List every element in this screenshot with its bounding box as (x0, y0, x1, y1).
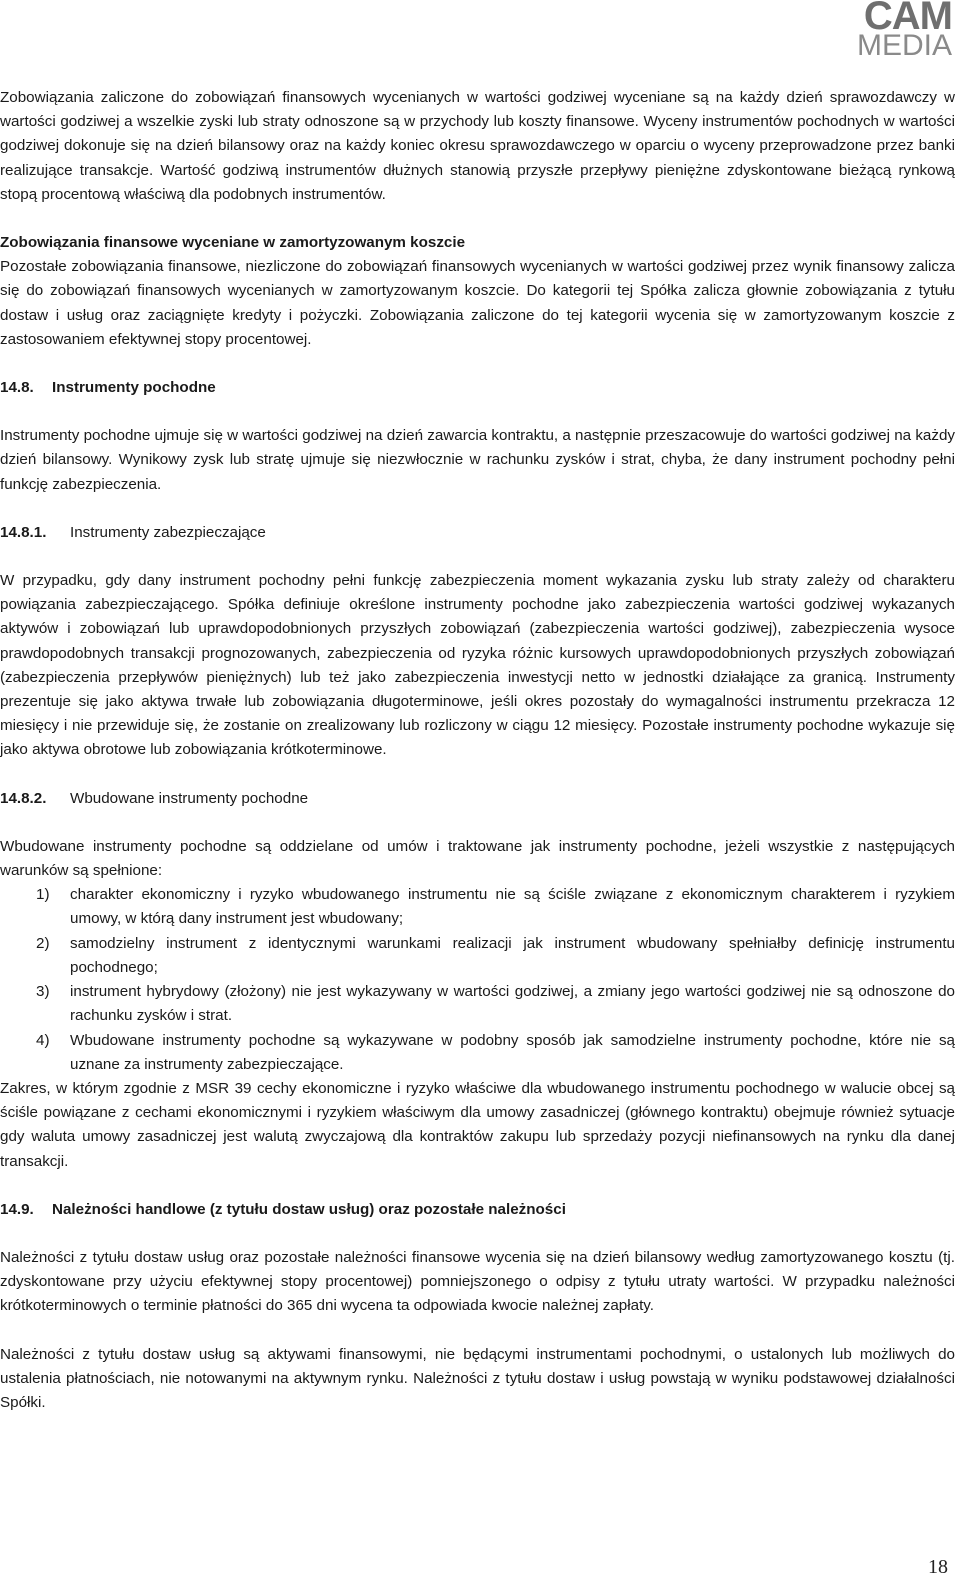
paragraph-receivables-definition: Należności z tytułu dostaw usług są aktywami finansowymi, nie będącymi instrumentami pochodnymi, o ustalonych lub możliwych do ustalenia płatnościach, nie notowanymi na aktywnym rynku. Należności z tytułu dostaw i usług powstają w wyniku podstawowej działalności Spółki. (0, 1345, 955, 1411)
paragraph-amortized-cost: Pozostałe zobowiązania finansowe, niezliczone do zobowiązań finansowych wycenianych w wartości godziwej przez wynik finansowy zalicza się do zobowiązań finansowych wycenianych w zamortyzowanym koszcie. Do kategorii tej Spółka zalicza głownie zobowiązania z tytułu dostaw i usług oraz zaciągnięte kredyty i pożyczki. Zobowiązania zaliczone do tej kategorii wycenia się w zamortyzowanym koszcie z zastosowaniem efektywnej stopy procentowej. (0, 258, 955, 348)
section-heading-14-8 (0, 376, 955, 400)
section-number: 14.8. (0, 379, 34, 397)
section-heading-14-9 (0, 1198, 955, 1222)
paragraph-hedging: W przypadku, gdy dany instrument pochodny pełni funkcję zabezpieczenia moment wykazania zysku lub straty zależy od charakteru powiązania zabezpieczającego. Spółka definiuje określone instrumenty pochodne jako zabezpieczenia wartości godziwej wykazanych aktywów i zobowiązań lub uprawdopodobnionych przyszłych zobowiązań (zabezpieczenia wartości godziwej), zabezpieczenia wysoce prawdopodobnych transakcji prognozowanych, zabezpieczenia od ryzyka różnic kursowych uprawdopodobnionych przyszłych zobowiązań (zabezpieczenia przepływów pieniężnych) lub też jako zabezpieczenia inwestycji netto w jednostki działające za granicą. Instrumenty prezentuje się jako aktywa trwałe lub zobowiązania długoterminowe, jeśli okres pozostały do wymagalności instrumentu przekracza 12 miesięcy i nie przewiduje się, że zostanie on zrealizowany lub rozliczony w ciągu 12 miesięcy. Pozostałe instrumenty pochodne wykazuje się jako aktywa obrotowe lub zobowiązania krótkoterminowe. (0, 572, 955, 759)
list-item-text: instrument hybrydowy (złożony) nie jest wykazywany w wartości godziwej, a zmiany jego wartości godziwej nie są odnoszone do rachunku zysków i strat. (70, 983, 955, 1025)
section-number: 14.8.1. (0, 523, 47, 541)
heading-amortized-cost: Zobowiązania finansowe wyceniane w zamortyzowanym koszcie (0, 234, 466, 252)
paragraph-derivatives: Instrumenty pochodne ujmuje się w wartości godziwej na dzień zawarcia kontraktu, a następnie przeszacowuje do wartości godziwej na każdy dzień bilansowy. Wynikowy zysk lub stratę ujmuje się niezwłocznie w rachunku zysków i strat, chyba, że dany instrument pochodny pełni funkcję zabezpieczenia. (0, 427, 955, 493)
list-item-text: samodzielny instrument z identycznymi warunkami realizacji jak instrument wbudowany spełniałby definicję instrumentu pochodnego; (70, 934, 955, 976)
logo-text-cam: CAM (863, 0, 952, 38)
paragraph-fair-value: Zobowiązania zaliczone do zobowiązań finansowych wycenianych w wartości godziwej wyceniane są na każdy dzień sprawozdawczy w wartości godziwej a wszelkie zyski lub straty odnoszone są w przychody lub koszty finansowe. Wyceny instrumentów pochodnych w wartości godziwej dokonuje się na dzień bilansowy oraz na każdy koniec okresu sprawozdawczego w oparciu o wyceny przeprowadzone przez banki realizujące transakcje. Wartość godziwą instrumentów dłużnych stanowią przyszłe przepływy pieniężne zdyskontowane bieżącą rynkową stopą procentową właściwą dla podobnych instrumentów. (0, 89, 955, 203)
section-title: Wbudowane instrumenty pochodne (70, 789, 309, 807)
page-number: 18 (928, 1556, 948, 1578)
section-title: Instrumenty zabezpieczające (70, 523, 266, 541)
section-heading-14-8-2 (0, 787, 955, 811)
list-item-number: 3) (36, 983, 50, 1001)
list-item (0, 883, 955, 931)
section-title: Instrumenty pochodne (52, 379, 216, 397)
list-item (0, 980, 955, 1028)
list-item-text: Wbudowane instrumenty pochodne są wykazywane w podobny sposób jak samodzielne instrumenty pochodne, które nie są uznane za instrumenty zabezpieczające. (70, 1031, 955, 1073)
list-item (0, 932, 955, 980)
list-item (0, 1029, 955, 1077)
section-heading-14-8-1 (0, 521, 955, 545)
section-number: 14.8.2. (0, 789, 47, 807)
list-item-text: charakter ekonomiczny i ryzyko wbudowanego instrumentu nie są ściśle związane z ekonomicznym charakterem i ryzykiem umowy, w którą dany instrument jest wbudowany; (70, 886, 955, 928)
section-number: 14.9. (0, 1200, 34, 1218)
list-item-number: 4) (36, 1031, 50, 1049)
list-item-number: 1) (36, 886, 50, 904)
paragraph-embedded-scope: Zakres, w którym zgodnie z MSR 39 cechy ekonomiczne i ryzyko właściwe dla wbudowanego instrumentu pochodnego w walucie obcej są ściśle powiązane z cechami ekonomicznymi i ryzykiem właściwym dla umowy zasadniczej (głównego kontraktu) obejmuje również sytuacje gdy waluta umowy zasadniczej jest walutą zwyczajową dla kontraktów zakupu lub sprzedaży pozycji niefinansowych na rynku dla danej transakcji. (0, 1079, 955, 1170)
cam-media-logo (856, 0, 952, 62)
logo-text-media: MEDIA (856, 29, 952, 62)
list-item-number: 2) (36, 934, 50, 952)
paragraph-embedded-intro: Wbudowane instrumenty pochodne są oddzielane od umów i traktowane jak instrumenty pochodne, jeżeli wszystkie z następujących warunków są spełnione: (0, 837, 955, 880)
document-body (0, 86, 955, 1415)
section-title: Należności handlowe (z tytułu dostaw usług) oraz pozostałe należności (52, 1200, 566, 1218)
paragraph-receivables-valuation: Należności z tytułu dostaw usług oraz pozostałe należności finansowe wycenia się na dzień bilansowy według zamortyzowanego kosztu (tj. zdyskontowane przy użyciu efektywnej stopy procentowej) pomniejszonego o odpisy z tytułu utraty wartości. W przypadku należności krótkoterminowych o terminie płatności do 365 dni wycena ta odpowiada kwocie należnej zapłaty. (0, 1248, 955, 1315)
conditions-list (0, 883, 955, 1077)
